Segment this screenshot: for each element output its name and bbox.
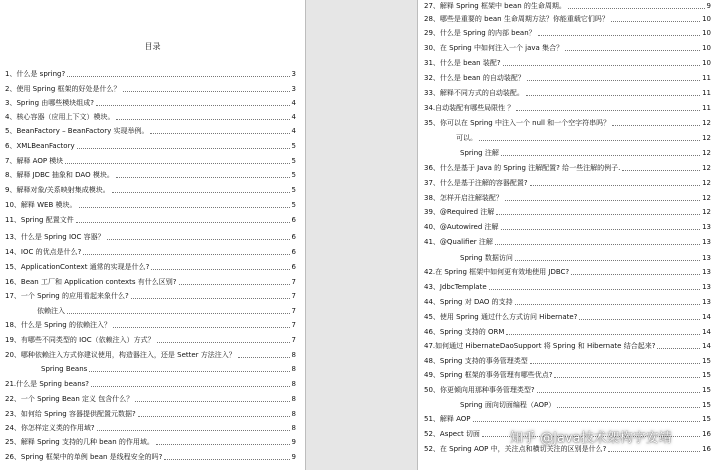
- toc-page-number: 13: [702, 283, 711, 291]
- toc-leader-dots: [501, 155, 700, 156]
- toc-page-number: 5: [291, 186, 296, 194]
- toc-page-number: 16: [702, 445, 711, 453]
- toc-page-number: 14: [702, 328, 711, 336]
- toc-page-number: 15: [702, 415, 711, 423]
- toc-leader-dots: [83, 254, 289, 255]
- toc-page-number: 4: [291, 99, 296, 107]
- toc-leader-dots: [515, 304, 700, 305]
- toc-entry[interactable]: [5, 365, 296, 374]
- toc-page-number: 11: [702, 89, 711, 97]
- toc-entry[interactable]: [5, 278, 296, 287]
- toc-page-number: 10: [702, 29, 711, 37]
- toc-entry[interactable]: [5, 410, 296, 419]
- toc-page-number: 7: [291, 292, 296, 300]
- toc-page-number: 15: [702, 401, 711, 409]
- toc-entry-label: 1、什么是 spring?: [5, 70, 66, 78]
- toc-page-number: 9: [291, 453, 296, 461]
- right-toc-page: [418, 0, 720, 470]
- toc-entry-label: Spring 面向切面编程（AOP）: [460, 401, 556, 409]
- toc-entry[interactable]: [5, 233, 296, 242]
- toc-leader-dots: [515, 260, 700, 261]
- toc-page-number: 3: [291, 85, 296, 93]
- toc-entry[interactable]: [5, 263, 296, 272]
- toc-entry[interactable]: [424, 238, 711, 247]
- toc-page-number: 15: [702, 357, 711, 365]
- toc-entry-label: 52、Aspect 切面: [424, 430, 480, 438]
- toc-page-number: 8: [291, 395, 296, 403]
- toc-entry-label: 2、使用 Spring 框架的好处是什么？: [5, 85, 121, 93]
- toc-entry[interactable]: [5, 453, 296, 462]
- toc-entry[interactable]: [424, 357, 711, 366]
- toc-leader-dots: [76, 222, 290, 223]
- toc-page-number: 13: [702, 268, 711, 276]
- toc-entry[interactable]: [5, 395, 296, 404]
- toc-leader-dots: [505, 200, 700, 201]
- toc-entry[interactable]: [5, 216, 296, 225]
- toc-leader-dots: [612, 125, 700, 126]
- toc-entry[interactable]: [5, 157, 296, 166]
- toc-page-number: 8: [291, 410, 296, 418]
- toc-entry[interactable]: [424, 298, 711, 307]
- toc-entry[interactable]: [424, 401, 711, 410]
- toc-entry-label: 50、你更倾向用那种事务管理类型?: [424, 386, 535, 394]
- toc-entry-label: Spring 数据访问: [460, 254, 513, 262]
- toc-leader-dots: [97, 430, 290, 431]
- toc-leader-dots: [501, 229, 701, 230]
- toc-entry[interactable]: [424, 208, 711, 217]
- toc-entry-label: 49、Spring 框架的事务管理有哪些优点?: [424, 371, 553, 379]
- toc-entry[interactable]: [424, 328, 711, 337]
- toc-leader-dots: [65, 163, 289, 164]
- toc-entry[interactable]: [5, 85, 296, 94]
- toc-page-number: 12: [702, 179, 711, 187]
- toc-leader-dots: [164, 459, 289, 460]
- toc-leader-dots: [179, 284, 290, 285]
- toc-entry-label: 7、解释 AOP 模块: [5, 157, 64, 165]
- toc-entry[interactable]: [5, 307, 296, 316]
- toc-entry-label: 41、@Qualifier 注解: [424, 238, 493, 246]
- toc-page-number: 12: [702, 149, 711, 157]
- toc-entry[interactable]: [424, 15, 711, 24]
- toc-entry-label: 13、什么是 Spring IOC 容器？: [5, 233, 105, 241]
- toc-entry[interactable]: [424, 2, 711, 11]
- toc-page-number: 13: [702, 298, 711, 306]
- toc-leader-dots: [131, 298, 290, 299]
- toc-entry-label: 9、解释对象/关系映射集成模块。: [5, 186, 110, 194]
- toc-leader-dots: [89, 371, 289, 372]
- toc-page-number: 7: [291, 336, 296, 344]
- toc-entry[interactable]: [424, 415, 711, 424]
- toc-entry-label: 21.什么是 Spring beans?: [5, 380, 90, 388]
- toc-entry[interactable]: [5, 248, 296, 257]
- toc-entry-label: 16、Bean 工厂和 Application contexts 有什么区别?: [5, 278, 177, 286]
- toc-entry-label: 11、Spring 配置文件: [5, 216, 74, 224]
- toc-page-number: 12: [702, 208, 711, 216]
- toc-page-number: 5: [291, 171, 296, 179]
- toc-entry-label: 46、Spring 支持的 ORM: [424, 328, 505, 336]
- toc-entry-label: 40、@Autowired 注解: [424, 223, 499, 231]
- toc-entry-label: 36、什么是基于 Java 的 Spring 注解配置? 给一些注解的例子.: [424, 164, 621, 172]
- toc-entry[interactable]: [5, 99, 296, 108]
- toc-leader-dots: [503, 65, 701, 66]
- toc-entry-label: 20、哪种依赖注入方式你建议使用，构造器注入，还是 Setter 方法注入？: [5, 351, 236, 359]
- toc-entry-label: 52、在 Spring AOP 中，关注点和横切关注的区别是什么?: [424, 445, 607, 453]
- toc-entry-label: 31、什么是 bean 装配?: [424, 59, 501, 67]
- toc-page-number: 8: [291, 380, 296, 388]
- toc-leader-dots: [557, 407, 700, 408]
- toc-entry-label: 44、Spring 对 DAO 的支持: [424, 298, 513, 306]
- toc-entry[interactable]: [424, 59, 711, 68]
- toc-entry[interactable]: [5, 438, 296, 447]
- toc-leader-dots: [608, 451, 700, 452]
- toc-entry-label: 24、你怎样定义类的作用域?: [5, 424, 95, 432]
- toc-entry-label: 28、哪些是重要的 bean 生命周期方法？你能重载它们吗？: [424, 15, 609, 23]
- toc-entry-label: 38、怎样开启注解装配？: [424, 194, 503, 202]
- toc-leader-dots: [657, 348, 700, 349]
- toc-page-number: 10: [702, 15, 711, 23]
- toc-entry-label: 5、BeanFactory – BeanFactory 实现举例。: [5, 127, 149, 135]
- toc-leader-dots: [79, 207, 290, 208]
- toc-entry[interactable]: [424, 104, 711, 113]
- toc-entry[interactable]: [5, 127, 296, 136]
- toc-page-number: 6: [291, 248, 296, 256]
- toc-entry[interactable]: [424, 119, 711, 128]
- toc-entry-label: 30、在 Spring 中如何注入一个 java 集合？: [424, 44, 564, 52]
- toc-entry-label: 17、一个 Spring 的应用看起来象什么?: [5, 292, 129, 300]
- toc-page-number: 12: [702, 194, 711, 202]
- toc-leader-dots: [571, 274, 700, 275]
- toc-page-number: 10: [702, 44, 711, 52]
- toc-page-number: 7: [291, 321, 296, 329]
- toc-entry-label: 43、JdbcTemplate: [424, 283, 487, 291]
- toc-page-number: 6: [291, 216, 296, 224]
- toc-entry[interactable]: [5, 171, 296, 180]
- toc-title: 目录: [144, 42, 161, 51]
- toc-entry-label: 29、什么是 Spring 的内部 bean？: [424, 29, 536, 37]
- toc-leader-dots: [516, 110, 700, 111]
- toc-entry-label: 26、Spring 框架中的单例 bean 是线程安全的吗?: [5, 453, 163, 461]
- toc-page-number: 12: [702, 119, 711, 127]
- toc-page-number: 16: [702, 430, 711, 438]
- toc-entry[interactable]: [424, 342, 711, 351]
- toc-page-number: 5: [291, 157, 296, 165]
- toc-leader-dots: [96, 105, 290, 106]
- toc-leader-dots: [565, 50, 700, 51]
- toc-leader-dots: [496, 214, 700, 215]
- toc-entry[interactable]: [5, 292, 296, 301]
- toc-leader-dots: [530, 363, 700, 364]
- toc-leader-dots: [527, 80, 700, 81]
- toc-leader-dots: [611, 21, 700, 22]
- toc-page-number: 6: [291, 233, 296, 241]
- toc-entry-label: 可以。: [456, 134, 477, 142]
- toc-page-number: 11: [702, 104, 711, 112]
- toc-entry[interactable]: [424, 194, 711, 203]
- toc-entry[interactable]: [424, 283, 711, 292]
- toc-leader-dots: [150, 133, 289, 134]
- toc-page-number: 15: [702, 371, 711, 379]
- toc-entry-label: 22、一个 Spring Bean 定义 包含什么？: [5, 395, 134, 403]
- toc-page-number: 8: [291, 365, 296, 373]
- toc-entry[interactable]: [5, 351, 296, 360]
- toc-leader-dots: [138, 416, 290, 417]
- toc-entry[interactable]: [424, 44, 711, 53]
- toc-leader-dots: [495, 244, 700, 245]
- toc-page-number: 9: [706, 2, 711, 10]
- toc-page-number: 3: [291, 70, 296, 78]
- toc-leader-dots: [107, 239, 290, 240]
- toc-entry-label: 27、解释 Spring 框架中 bean 的生命周期。: [424, 2, 566, 10]
- toc-entry-label: 48、Spring 支持的事务管理类型: [424, 357, 528, 365]
- toc-leader-dots: [554, 377, 700, 378]
- toc-leader-dots: [157, 342, 290, 343]
- right-page-edge: [417, 0, 418, 470]
- toc-leader-dots: [77, 148, 290, 149]
- toc-leader-dots: [479, 140, 700, 141]
- toc-leader-dots: [113, 327, 290, 328]
- toc-entry-label: 33、解释不同方式的自动装配。: [424, 89, 524, 97]
- toc-page-number: 13: [702, 238, 711, 246]
- left-toc-page: [0, 0, 305, 470]
- toc-entry[interactable]: [5, 142, 296, 151]
- toc-entry-label: 依赖注入: [37, 307, 65, 315]
- toc-entry[interactable]: [5, 321, 296, 330]
- left-page-edge: [305, 0, 306, 470]
- toc-entry[interactable]: [424, 371, 711, 380]
- toc-page-number: 5: [291, 142, 296, 150]
- toc-entry[interactable]: [5, 186, 296, 195]
- toc-page-number: 14: [702, 342, 711, 350]
- toc-page-number: 11: [702, 74, 711, 82]
- toc-leader-dots: [238, 357, 290, 358]
- toc-leader-dots: [530, 185, 700, 186]
- toc-entry[interactable]: [5, 336, 296, 345]
- toc-leader-dots: [473, 421, 701, 422]
- toc-entry-label: 32、什么是 bean 的自动装配？: [424, 74, 525, 82]
- toc-entry-label: 8、解释 JDBC 抽象和 DAO 模块。: [5, 171, 114, 179]
- toc-entry[interactable]: [424, 445, 711, 454]
- toc-entry-label: 35、你可以在 Spring 中注入一个 null 和一个空字符串吗？: [424, 119, 611, 127]
- toc-page-number: 5: [291, 201, 296, 209]
- toc-leader-dots: [112, 192, 290, 193]
- toc-page-number: 7: [291, 278, 296, 286]
- toc-leader-dots: [67, 76, 289, 77]
- toc-entry-label: 37、什么是基于注解的容器配置?: [424, 179, 528, 187]
- toc-entry[interactable]: [5, 424, 296, 433]
- toc-entry[interactable]: [5, 113, 296, 122]
- toc-leader-dots: [622, 170, 700, 171]
- toc-entry-label: 3、Spring 由哪些模块组成?: [5, 99, 94, 107]
- toc-entry[interactable]: [5, 70, 296, 79]
- toc-leader-dots: [151, 269, 289, 270]
- toc-entry[interactable]: [424, 164, 711, 173]
- toc-entry-label: 39、@Required 注解: [424, 208, 495, 216]
- toc-entry[interactable]: [424, 149, 711, 158]
- toc-page-number: 13: [702, 223, 711, 231]
- toc-leader-dots: [116, 119, 289, 120]
- toc-entry-label: 4、核心容器（应用上下文）模块。: [5, 113, 115, 121]
- toc-entry-label: 10、解释 WEB 模块。: [5, 201, 77, 209]
- toc-leader-dots: [123, 91, 290, 92]
- toc-page-number: 15: [702, 386, 711, 394]
- toc-entry-label: 51、解释 AOP: [424, 415, 471, 423]
- toc-page-number: 12: [702, 164, 711, 172]
- toc-leader-dots: [526, 95, 700, 96]
- toc-page-number: 4: [291, 113, 296, 121]
- toc-entry[interactable]: [424, 223, 711, 232]
- toc-entry-label: 42.在 Spring 框架中如何更有效地使用 JDBC?: [424, 268, 570, 276]
- toc-entry[interactable]: [424, 29, 711, 38]
- toc-leader-dots: [67, 313, 290, 314]
- toc-leader-dots: [135, 401, 289, 402]
- toc-entry[interactable]: [5, 201, 296, 210]
- toc-leader-dots: [91, 386, 290, 387]
- toc-entry[interactable]: [424, 313, 711, 322]
- toc-entry-label: 14、IOC 的优点是什么?: [5, 248, 82, 256]
- toc-page-number: 8: [291, 351, 296, 359]
- toc-entry-label: 6、XMLBeanFactory: [5, 142, 75, 150]
- toc-entry-label: 25、解释 Spring 支持的几种 bean 的作用域。: [5, 438, 154, 446]
- toc-leader-dots: [506, 334, 700, 335]
- toc-entry-label: 23、如何给 Spring 容器提供配置元数据?: [5, 410, 136, 418]
- toc-entry-label: 18、什么是 Spring 的依赖注入？: [5, 321, 111, 329]
- toc-leader-dots: [579, 319, 700, 320]
- toc-entry-label: 45、使用 Spring 通过什么方式访问 Hibernate?: [424, 313, 578, 321]
- toc-entry[interactable]: [424, 134, 711, 143]
- toc-leader-dots: [156, 444, 290, 445]
- toc-entry[interactable]: [424, 254, 711, 263]
- toc-page-number: 6: [291, 263, 296, 271]
- toc-page-number: 10: [702, 59, 711, 67]
- toc-entry[interactable]: [5, 380, 296, 389]
- toc-entry[interactable]: [424, 179, 711, 188]
- toc-entry[interactable]: [424, 74, 711, 83]
- toc-entry-label: Spring 注解: [460, 149, 499, 157]
- toc-leader-dots: [538, 35, 700, 36]
- toc-entry[interactable]: [424, 268, 711, 277]
- toc-page-number: 4: [291, 127, 296, 135]
- toc-entry-label: 15、ApplicationContext 通常的实现是什么?: [5, 263, 150, 271]
- toc-page-number: 8: [291, 424, 296, 432]
- toc-page-number: 12: [702, 134, 711, 142]
- toc-leader-dots: [537, 392, 700, 393]
- toc-entry-label: 47.如何通过 HibernateDaoSupport 将 Spring 和 Hibernate 结合起来?: [424, 342, 656, 350]
- toc-page-number: 14: [702, 313, 711, 321]
- toc-entry[interactable]: [424, 386, 711, 395]
- toc-entry[interactable]: [424, 89, 711, 98]
- toc-page-number: 7: [291, 307, 296, 315]
- toc-page-number: 13: [702, 254, 711, 262]
- watermark: 知乎 @Java技术架构字安靖: [510, 431, 672, 446]
- toc-entry-label: 19、有哪些不同类型的 IOC（依赖注入）方式？: [5, 336, 155, 344]
- toc-page-number: 9: [291, 438, 296, 446]
- toc-leader-dots: [489, 289, 700, 290]
- toc-leader-dots: [568, 8, 705, 9]
- toc-entry-label: Spring Beans: [41, 365, 88, 373]
- toc-leader-dots: [116, 177, 290, 178]
- toc-entry-label: 34.自动装配有哪些局限性 ？: [424, 104, 515, 112]
